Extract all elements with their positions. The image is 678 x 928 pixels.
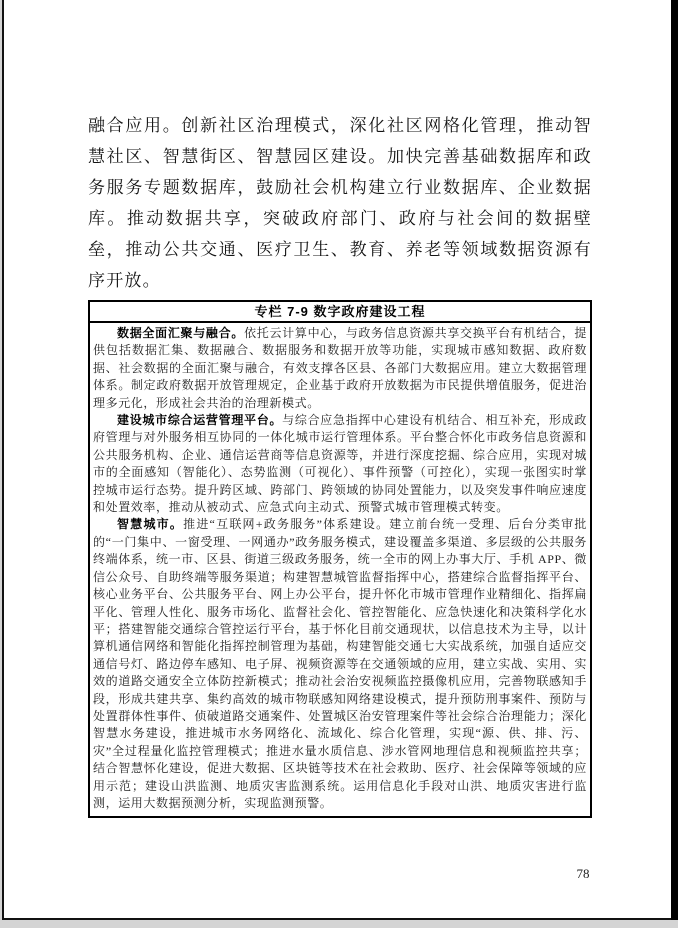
- box-paragraph-smart-city: [93, 516, 587, 812]
- paragraph-text: 与综合应急指挥中心建设有机结合、相互补充，形成政府管理与对外服务相互协同的一体化城市运行管理体系。平台整合怀化市政务信息资源和公共服务机构、企业、通信运营商等信息资源等，并进行深度挖掘、综合应用，实现对城市的全面感知（智能化）、态势监测（可视化）、事件预警（可控化），实现一张图实时掌控城市运行态势。提升跨区域、跨部门、跨领域的协同处置能力，以及突发事件响应速度和处置效率，推动从被动式、应急式向主动式、预警式城市管理模式转变。: [93, 413, 587, 515]
- paragraph-lead: 数据全面汇聚与融合。: [117, 326, 245, 340]
- page-edge-bottom-shadow: [0, 920, 678, 928]
- page-number: 78: [576, 866, 590, 881]
- feature-box: [88, 300, 592, 818]
- page-edge-right-border: [671, 0, 678, 928]
- box-paragraph-city-platform: [93, 412, 587, 516]
- paragraph-lead: 智慧城市。: [117, 517, 184, 532]
- page-content: [88, 110, 592, 818]
- paragraph-text: 推进“互联网+政务服务”体系建设。建立前台统一受理、后台分类审批的“一门集中、一窗受理、一网通办”政务服务模式，建设覆盖多渠道、多层级的公共服务终端体系，统一市、区县、街道三级政务服务，统一全市的网上办事大厅、手机 APP、微信公众号、自助终端等服务渠道；构建智慧城管监督指挥中心，搭建综合监督指挥平台、核心业务平台、公共服务平台、网上办公平台，提升怀化市城市管理作业精细化、指挥扁平化、管理人性化、服务市场化、监督社会化、管控智能化、应急快速化和决策科学化水平；搭建智能交通综合管控运行平台，基于怀化目前交通现状，以信息技术为主导，以计算机通信网络和智能化指挥控制管理为基础，构建智能交通七大实战系统，加强自适应交通信号灯、路边停车感知、电子屏、视频资源等在交通领域的应用，建立实战、实用、实效的道路交通安全立体防控新模式；推动社会治安视频监控摄像机应用，完善物联感知手段，形成共建共享、集约高效的城市物联感知网络建设模式，提升预防刑事案件、预防与处置群体性事件、侦破道路交通案件、处置城区治安管理案件等社会综合治理能力；深化智慧水务建设，推进城市水务网络化、流域化、综合化管理，实现“源、供、排、污、灾”全过程量化监控管理模式；推进水量水质信息、涉水管网地理信息和视频监控共享；结合智慧怀化建设，促进大数据、区块链等技术在社会救助、医疗、社会保障等领域的应用示范；建设山洪监测、地质灾害监测系统。运用信息化手段对山洪、地质灾害进行监测，运用大数据预测分析，实现监测预警。: [93, 517, 587, 810]
- paragraph-text: 依托云计算中心，与政务信息资源共享交换平台有机结合，提供包括数据汇集、数据融合、数据服务和数据开放等功能，实现城市感知数据、政府数据、社会数据的全面汇聚与融合，有效支撑各区县、各部门大数据应用。建立大数据管理体系。制定政府数据开放管理规定，企业基于政府开放数据为市民提供增值服务，促进治理多元化，形成社会共治的治理新模式。: [93, 326, 587, 410]
- feature-box-body: [90, 323, 590, 816]
- intro-paragraph: 融合应用。创新社区治理模式，深化社区网格化管理，推动智慧社区、智慧街区、智慧园区建设。加快完善基础数据库和政务服务专题数据库，鼓励社会机构建立行业数据库、企业数据库。推动数据共享，突破政府部门、政府与社会间的数据壁垒，推动公共交通、医疗卫生、教育、养老等领域数据资源有序开放。: [88, 116, 592, 290]
- page-edge-left-border: [2, 0, 4, 920]
- feature-box-title: 专栏 7-9 数字政府建设工程: [90, 302, 590, 323]
- box-paragraph-data-fusion: [93, 325, 587, 412]
- paragraph-lead: 建设城市综合运营管理平台。: [117, 413, 283, 428]
